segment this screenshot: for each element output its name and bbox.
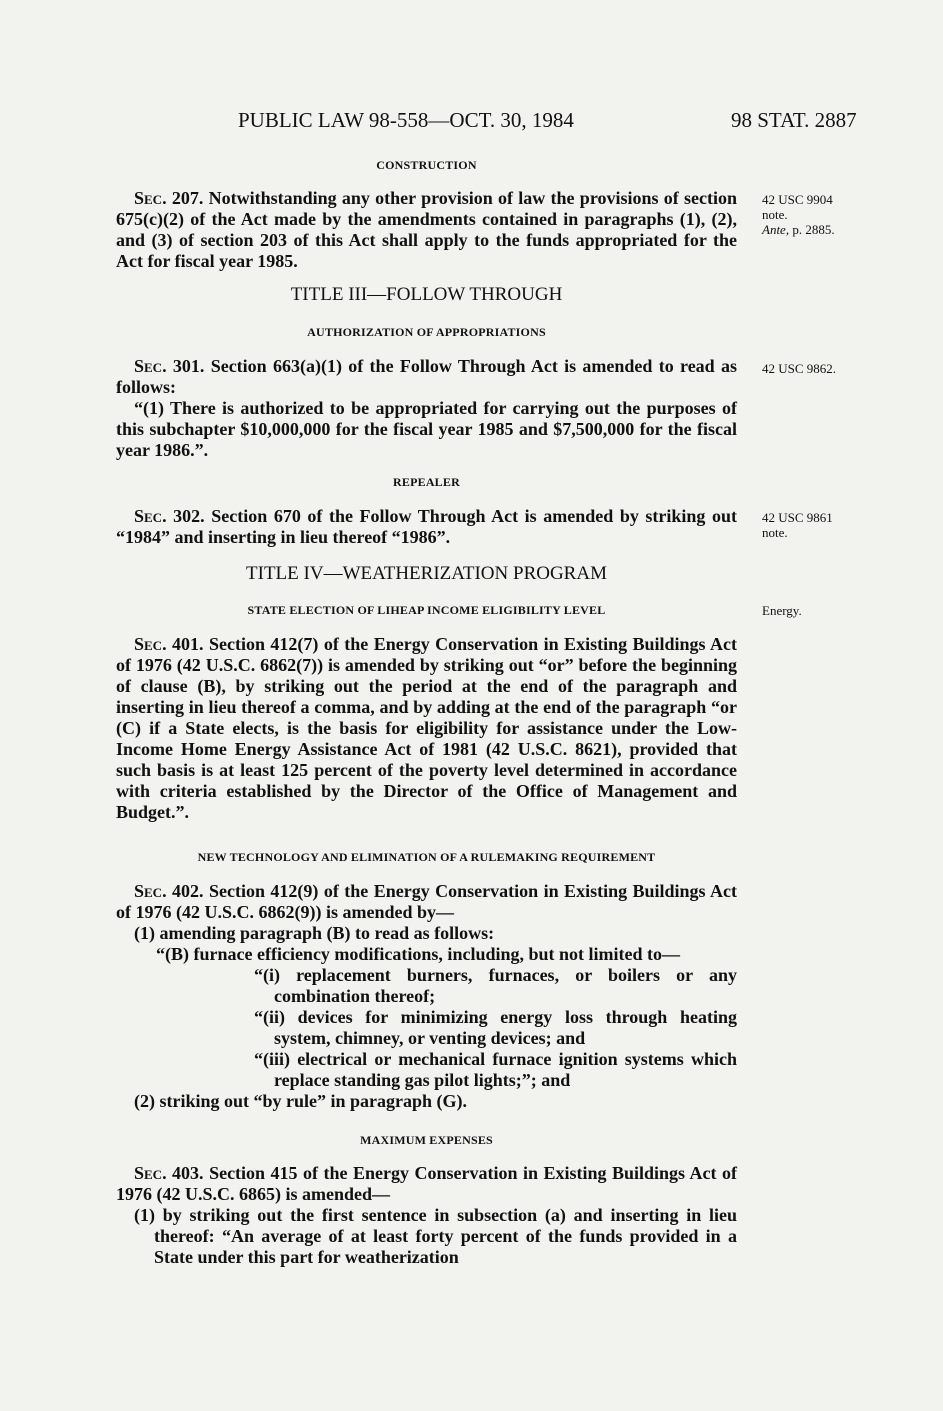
section-401 [116,634,737,823]
section-402 [116,881,737,1112]
margin-note-line: 42 USC 9861 [762,510,833,525]
clause-1: (1) by striking out the first sentence in subsection (a) and inserting in lieu thereof: “An average of at least forty percent of the funds provided in a State under this part for weatherization [134,1205,737,1267]
heading-repealer: REPEALER [393,475,460,489]
section-label: Sec. 401. [134,634,204,654]
section-label: Sec. 207. [134,188,204,208]
section-302 [116,506,737,548]
heading-authorization: AUTHORIZATION OF APPROPRIATIONS [307,325,546,339]
margin-note-page: p. 2885. [792,222,835,237]
section-301 [116,356,737,461]
clause-ii: “(ii) devices for minimizing energy loss through heating system, chimney, or venting devices; and [254,1007,737,1048]
clause-2: (2) striking out “by rule” in paragraph (G). [134,1091,468,1111]
section-label: Sec. 301. [134,356,205,376]
title-iv: TITLE IV—WEATHERIZATION PROGRAM [246,563,607,584]
section-text: Section 663(a)(1) of the Follow Through Act is amended to read as follows: [116,356,738,397]
section-label: Sec. 402. [134,881,204,901]
section-text: Section 412(9) of the Energy Conservation in Existing Buildings Act of 1976 (42 U.S.C. 6862(9)) is amended by— [116,881,738,922]
section-label: Sec. 302. [134,506,205,526]
margin-note-line: note. [762,525,788,540]
clause-iii: “(iii) electrical or mechanical furnace ignition systems which replace standing gas pilot lights;”; and [254,1049,737,1090]
section-403 [116,1163,737,1268]
section-207 [116,188,737,272]
section-text: Section 670 of the Follow Through Act is amended by striking out “1984” and inserting in lieu thereof “1986”. [116,506,738,547]
margin-note-207 [762,192,882,237]
clause-i: “(i) replacement burners, furnaces, or boilers or any combination thereof; [254,965,737,1006]
heading-maximum-expenses: MAXIMUM EXPENSES [360,1133,493,1147]
margin-note-line: note. [762,207,788,222]
heading-new-technology: NEW TECHNOLOGY AND ELIMINATION OF A RULEMAKING REQUIREMENT [197,850,656,864]
clause-b: “(B) furnace efficiency modifications, including, but not limited to— [156,944,680,964]
margin-note-energy: Energy. [762,603,802,618]
section-text: Notwithstanding any other provision of law the provisions of section 675(c)(2) of the Act made by the amendments contained in paragraphs (1), (2), and (3) of section 203 of this Act shall apply to the funds appropriated for the Act for fiscal year 1985. [116,188,738,271]
section-quote: “(1) There is authorized to be appropriated for carrying out the purposes of this subchapter $10,000,000 for the fiscal year 1985 and $7,500,000 for the fiscal year 1986.”. [116,398,737,460]
section-label: Sec. 403. [134,1163,204,1183]
margin-note-ante: Ante, [762,222,790,237]
title-iii: TITLE III—FOLLOW THROUGH [290,284,563,305]
running-header-right: 98 STAT. 2887 [731,108,857,132]
section-text: Section 415 of the Energy Conservation in Existing Buildings Act of 1976 (42 U.S.C. 6865) is amended— [116,1163,737,1204]
heading-construction: CONSTRUCTION [376,158,477,172]
clause-1: (1) amending paragraph (B) to read as follows: [134,923,495,943]
section-text: Section 412(7) of the Energy Conservation in Existing Buildings Act of 1976 (42 U.S.C. 6862(7)) is amended by striking out “or” before the beginning of clause (B), by striking out the period at the end of the paragraph and inserting in lieu thereof a comma, and by adding at the end of the paragraph “or (C) if a State elects, is the basis for eligibility for assistance under the Low-Income Home Energy Assistance Act of 1981 (42 U.S.C. 8621), provided that such basis is at least 125 percent of the poverty level determined in accordance with criteria established by the Director of the Office of Management and Budget.”. [116,634,738,822]
margin-note-line: 42 USC 9904 [762,192,833,207]
running-header-left: PUBLIC LAW 98-558—OCT. 30, 1984 [238,108,574,132]
heading-state-election: STATE ELECTION OF LIHEAP INCOME ELIGIBILITY LEVEL [247,603,606,617]
margin-note-line [762,222,882,237]
margin-note-301: 42 USC 9862. [762,361,837,376]
margin-note-302 [762,510,882,540]
